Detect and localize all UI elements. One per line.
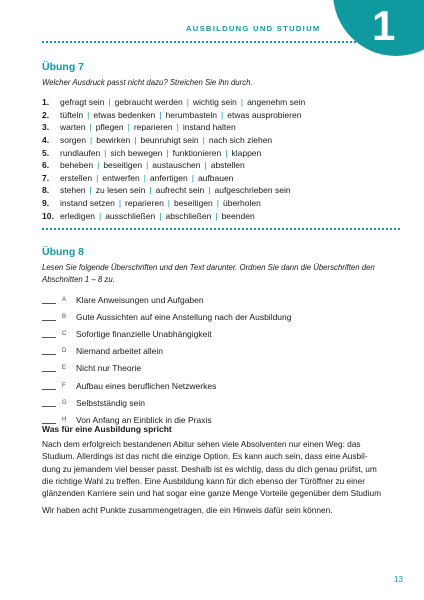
page-number: 13 xyxy=(394,575,403,584)
separator: | xyxy=(225,147,228,158)
word-option[interactable]: sorgen xyxy=(60,135,86,146)
exercise-7-item xyxy=(42,121,305,134)
top-divider xyxy=(42,41,400,43)
word-option[interactable]: beseitigen xyxy=(174,198,213,209)
word-option[interactable]: aufgeschrieben sein xyxy=(214,185,291,196)
separator: | xyxy=(176,122,179,133)
word-option[interactable]: warten xyxy=(60,122,86,133)
word-option[interactable]: beenden xyxy=(221,210,255,221)
separator: | xyxy=(159,210,162,221)
word-option[interactable]: aufbauen xyxy=(197,172,234,183)
heading-option xyxy=(42,377,292,394)
exercise-7-item xyxy=(42,209,305,222)
answer-blank[interactable] xyxy=(42,296,56,304)
text-title: Was für eine Ausbildung spricht xyxy=(42,424,172,434)
heading-letter: F xyxy=(62,382,66,389)
heading-option xyxy=(42,394,292,411)
paragraph-line: glänzenden Karriere sein und hat sogar eine ganze Menge Vorteile gegenüber dem Studium xyxy=(42,488,382,499)
word-option[interactable]: beheben xyxy=(60,160,94,171)
word-option[interactable]: abschließen xyxy=(165,210,212,221)
separator: | xyxy=(87,109,90,120)
separator: | xyxy=(202,135,205,146)
exercise-7-item xyxy=(42,184,305,197)
answer-blank[interactable] xyxy=(42,399,56,407)
heading-text: Niemand arbeitet allein xyxy=(76,346,163,357)
separator: | xyxy=(143,172,146,183)
item-number: 4. xyxy=(42,135,50,146)
word-option[interactable]: klappen xyxy=(231,147,262,158)
item-number: 9. xyxy=(42,198,50,209)
item-number: 8. xyxy=(42,185,50,196)
word-option[interactable]: aufrecht sein xyxy=(155,185,205,196)
answer-blank[interactable] xyxy=(42,416,56,424)
separator: | xyxy=(204,160,207,171)
separator: | xyxy=(221,109,224,120)
word-option[interactable]: beunruhigt sein xyxy=(140,135,199,146)
answer-blank[interactable] xyxy=(42,313,56,321)
paragraph-1 xyxy=(42,438,404,499)
word-option[interactable]: funktionieren xyxy=(172,147,222,158)
heading-letter: B xyxy=(62,313,67,320)
exercise-7-instruction: Welcher Ausdruck passt nicht dazu? Streichen Sie ihn durch. xyxy=(42,78,253,87)
word-option[interactable]: etwas ausprobieren xyxy=(227,109,302,120)
exercise-7-item xyxy=(42,134,305,147)
word-option[interactable]: angenehm sein xyxy=(247,97,306,108)
exercise-7-item xyxy=(42,109,305,122)
heading-letter: E xyxy=(62,365,67,372)
word-option[interactable]: reparieren xyxy=(125,198,164,209)
chapter-number: 1 xyxy=(372,2,396,49)
word-option[interactable]: erstellen xyxy=(60,172,93,183)
word-option[interactable]: austauschen xyxy=(152,160,201,171)
word-option[interactable]: pflegen xyxy=(95,122,124,133)
word-option[interactable]: wichtig sein xyxy=(192,97,237,108)
separator: | xyxy=(159,109,162,120)
instruction-line: Abschnitten 1 – 8 zu. xyxy=(42,275,115,284)
middle-divider xyxy=(42,228,400,230)
heading-letter: C xyxy=(62,330,67,337)
word-option[interactable]: beseitigen xyxy=(103,160,143,171)
heading-text: Aufbau eines beruflichen Netzwerkes xyxy=(76,380,217,391)
word-option[interactable]: stehen xyxy=(60,185,86,196)
item-number: 2. xyxy=(42,109,50,120)
separator: | xyxy=(240,97,244,108)
word-option[interactable]: sich bewegen xyxy=(110,147,163,158)
word-option[interactable]: instand setzen xyxy=(60,198,115,209)
separator: | xyxy=(118,198,122,209)
word-option[interactable]: gebraucht werden xyxy=(114,97,183,108)
item-number: 1. xyxy=(42,97,50,108)
exercise-8-headings xyxy=(42,291,292,429)
word-option[interactable]: rundlaufen xyxy=(60,147,101,158)
heading-text: Klare Anweisungen und Aufgaben xyxy=(76,294,204,305)
item-number: 3. xyxy=(42,122,50,133)
separator: | xyxy=(208,185,211,196)
heading-letter: D xyxy=(62,348,67,355)
answer-blank[interactable] xyxy=(42,382,56,390)
heading-option xyxy=(42,360,292,377)
heading-text: Von Anfang an Einblick in die Praxis xyxy=(76,414,212,425)
paragraph-line: dung zu jemandem viel besser passt. Deshalb ist es wichtig, dass du dich genau prüfst, um xyxy=(42,463,377,474)
word-option[interactable]: etwas bedenken xyxy=(93,109,156,120)
separator: | xyxy=(104,147,107,158)
word-option[interactable]: anfertigen xyxy=(149,172,188,183)
exercise-8-title: Übung 8 xyxy=(42,246,84,258)
heading-letter: G xyxy=(62,399,67,406)
separator: | xyxy=(90,135,93,146)
word-option[interactable]: ausschließen xyxy=(105,210,156,221)
separator: | xyxy=(216,198,219,209)
heading-option xyxy=(42,308,292,325)
word-option[interactable]: entwerfen xyxy=(102,172,140,183)
word-option[interactable]: tüfteln xyxy=(60,109,84,120)
heading-option xyxy=(42,325,292,342)
word-option[interactable]: nach sich ziehen xyxy=(208,135,273,146)
exercise-8-instruction xyxy=(42,262,402,286)
exercise-7-item xyxy=(42,146,305,159)
heading-letter: A xyxy=(62,296,67,303)
separator: | xyxy=(191,172,194,183)
answer-blank[interactable] xyxy=(42,330,56,338)
separator: | xyxy=(166,147,169,158)
heading-letter: H xyxy=(62,416,67,423)
word-option[interactable]: herumbasteln xyxy=(165,109,218,120)
heading-text: Selbstständig sein xyxy=(76,397,145,408)
word-option[interactable]: gefragt sein xyxy=(60,97,105,108)
instruction-line: Lesen Sie folgende Überschriften und den Text darunter. Ordnen Sie dann die Überschriften den xyxy=(42,263,375,272)
exercise-7-item xyxy=(42,172,305,185)
separator: | xyxy=(134,135,137,146)
section-title: AUSBILDUNG UND STUDIUM xyxy=(186,24,321,33)
exercise-7-item xyxy=(42,96,305,109)
separator: | xyxy=(167,198,171,209)
word-option[interactable]: bewirken xyxy=(96,135,131,146)
separator: | xyxy=(96,172,99,183)
separator: | xyxy=(127,122,130,133)
word-option[interactable]: abstellen xyxy=(210,160,245,171)
paragraph-line: Nach dem erfolgreich bestandenen Abitur sehen viele Absolventen nur einen Weg: das xyxy=(42,439,361,449)
item-number: 6. xyxy=(42,160,50,171)
word-option[interactable]: erledigen xyxy=(60,210,95,221)
word-option[interactable]: reparieren xyxy=(133,122,173,133)
separator: | xyxy=(149,185,152,196)
separator: | xyxy=(89,122,92,133)
separator: | xyxy=(186,97,189,108)
exercise-7-title: Übung 7 xyxy=(42,61,84,73)
heading-text: Nicht nur Theorie xyxy=(76,363,142,374)
separator: | xyxy=(215,210,218,221)
exercise-7-item xyxy=(42,159,305,172)
separator: | xyxy=(98,210,102,221)
heading-text: Gute Aussichten auf eine Anstellung nach der Ausbildung xyxy=(76,311,292,322)
heading-text: Sofortige finanzielle Unabhängigkeit xyxy=(76,328,212,339)
item-number: 7. xyxy=(42,172,50,183)
paragraph-2: Wir haben acht Punkte zusammengetragen, die ein Hinweis dafür sein können. xyxy=(42,505,333,515)
answer-blank[interactable] xyxy=(42,347,56,355)
heading-option xyxy=(42,343,292,360)
word-option[interactable]: instand halten xyxy=(182,122,236,133)
separator: | xyxy=(97,160,100,171)
item-number: 5. xyxy=(42,147,50,158)
paragraph-line: die richtige Wahl zu treffen. Eine Ausbildung kann für dich ebenso der Türöffner zu einer xyxy=(42,475,366,486)
separator: | xyxy=(89,185,92,196)
heading-option xyxy=(42,291,292,308)
answer-blank[interactable] xyxy=(42,364,56,372)
separator: | xyxy=(108,97,111,108)
word-option[interactable]: zu lesen sein xyxy=(95,185,146,196)
word-option[interactable]: überholen xyxy=(223,198,261,209)
paragraph-line: Studium. Allerdings ist das nicht die einzige Option. Es kann auch sein, dass eine Ausbil- xyxy=(42,451,368,462)
exercise-7-item xyxy=(42,197,305,210)
item-number: 10. xyxy=(42,210,54,221)
separator: | xyxy=(146,160,149,171)
exercise-7-list xyxy=(42,96,305,222)
